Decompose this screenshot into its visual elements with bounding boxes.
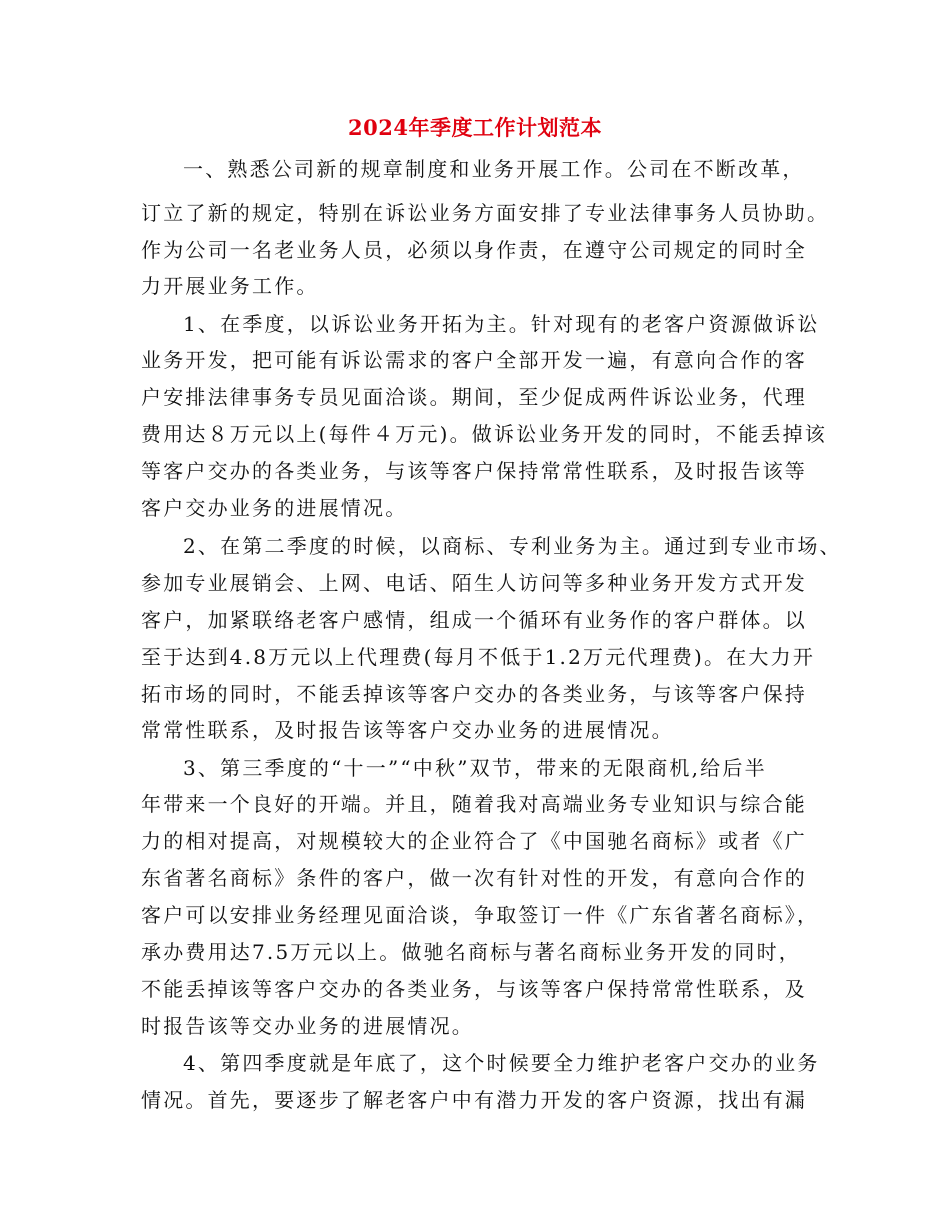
- body-line: 客户，加紧联络老客户感情，组成一个循环有业务作的客户群体。以: [141, 608, 807, 632]
- body-line: 等客户交办的各类业务，与该等客户保持常常性联系，及时报告该等: [141, 459, 807, 483]
- body-line: 3、第三季度的“十一”“中秋”双节，带来的无限商机,给后半: [183, 756, 767, 780]
- body-line: 业务开发，把可能有诉讼需求的客户全部开发一遍，有意向合作的客: [141, 348, 807, 372]
- body-line: 4、第四季度就是年底了，这个时候要全力维护老客户交办的业务: [183, 1051, 820, 1075]
- body-line: 年带来一个良好的开端。并且，随着我对高端业务专业知识与综合能: [141, 792, 807, 816]
- body-line: 力的相对提高，对规模较大的企业符合了《中国驰名商标》或者《广: [141, 829, 807, 853]
- body-line: 情况。首先，要逐步了解老客户中有潜力开发的客户资源，找出有漏: [141, 1088, 807, 1112]
- document-title: 2024年季度工作计划范本: [348, 115, 602, 140]
- body-line: 2、在第二季度的时候，以商标、专利业务为主。通过到专业市场、: [183, 534, 842, 558]
- body-line: 户安排法律事务专员见面洽谈。期间，至少促成两件诉讼业务，代理: [141, 385, 807, 409]
- body-line: 参加专业展销会、上网、电话、陌生人访问等多种业务开发方式开发: [141, 571, 807, 595]
- body-line: 1、在季度，以诉讼业务开拓为主。针对现有的老客户资源做诉讼: [183, 312, 820, 336]
- body-line: 订立了新的规定，特别在诉讼业务方面安排了专业法律事务人员协助。: [141, 201, 830, 225]
- body-line: 客户交办业务的进展情况。: [141, 496, 408, 520]
- body-line: 客户可以安排业务经理见面洽谈，争取签订一件《广东省著名商标》，: [141, 903, 820, 927]
- body-line: 至于达到4.8万元以上代理费(每月不低于1.2万元代理费)。在大力开: [141, 645, 816, 669]
- body-line: 常常性联系，及时报告该等客户交办业务的进展情况。: [141, 718, 674, 742]
- body-line: 费用达８万元以上(每件４万元)。做诉讼业务开发的同时，不能丢掉该: [141, 422, 828, 446]
- body-line: 一、熟悉公司新的规章制度和业务开展工作。公司在不断改革，: [183, 157, 805, 181]
- body-line: 承办费用达7.5万元以上。做驰名商标与著名商标业务开发的同时，: [141, 940, 802, 964]
- body-line: 东省著名商标》条件的客户，做一次有针对性的开发，有意向合作的: [141, 866, 807, 890]
- body-line: 作为公司一名老业务人员，必须以身作责，在遵守公司规定的同时全: [141, 238, 807, 262]
- body-line: 拓市场的同时，不能丢掉该等客户交办的各类业务，与该等客户保持: [141, 682, 807, 706]
- body-line: 力开展业务工作。: [141, 274, 319, 298]
- body-line: 时报告该等交办业务的进展情况。: [141, 1014, 474, 1038]
- body-line: 不能丢掉该等客户交办的各类业务，与该等客户保持常常性联系，及: [141, 977, 807, 1001]
